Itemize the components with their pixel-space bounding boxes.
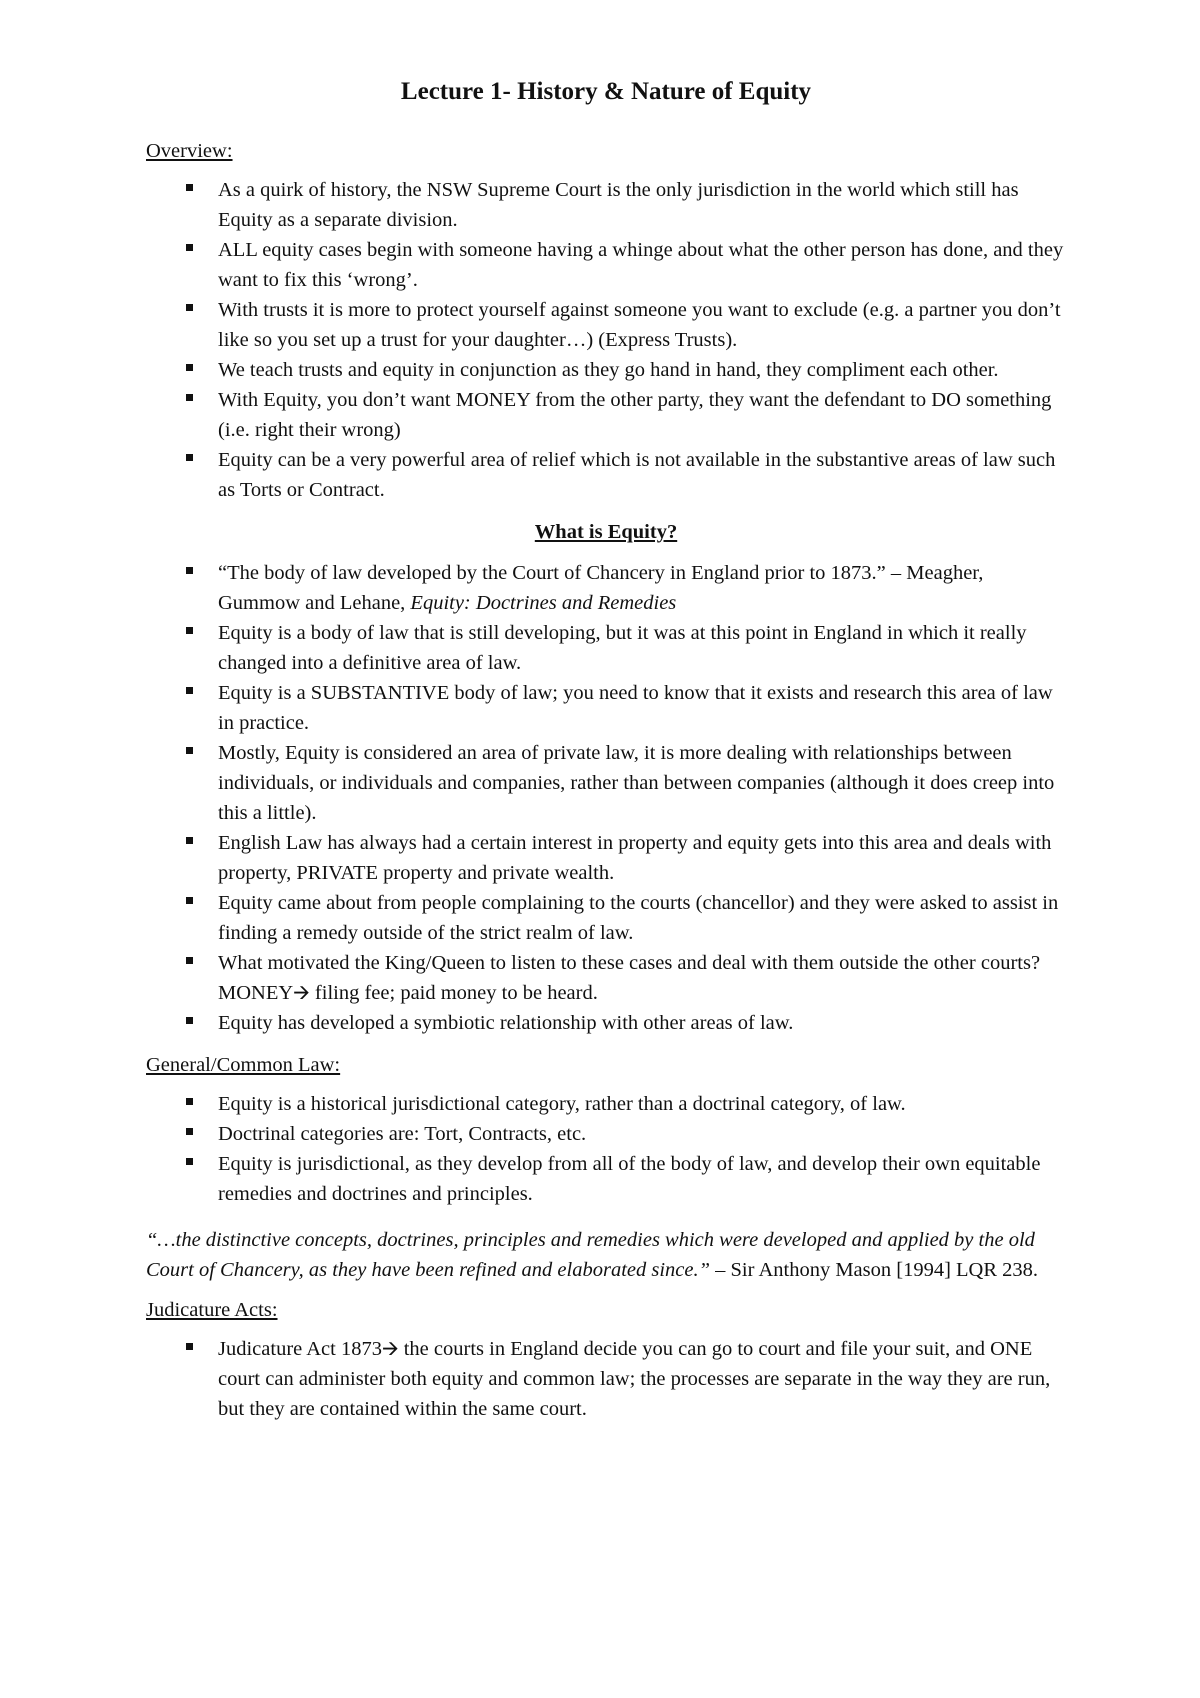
list-item: With trusts it is more to protect yourself against someone you want to exclude (e.g. a partner you don’t like so you set up a trust for your daughter…) (Express Trusts). bbox=[146, 295, 1066, 355]
bullet-icon bbox=[186, 394, 193, 401]
list-item: “The body of law developed by the Court of Chancery in England prior to 1873.” – Meagher, Gummow and Lehane, Equity: Doctrines and Remedies bbox=[146, 558, 1066, 618]
section-heading-overview: Overview: bbox=[146, 140, 233, 162]
list-item: Equity is a SUBSTANTIVE body of law; you need to know that it exists and research this area of law in practice. bbox=[146, 678, 1066, 738]
general-common-law-list bbox=[146, 1089, 1066, 1209]
list-item: English Law has always had a certain interest in property and equity gets into this area and deals with property, PRIVATE property and private wealth. bbox=[146, 828, 1066, 888]
bullet-icon bbox=[186, 1017, 193, 1024]
quote-text: “…the distinctive concepts, doctrines, principles and remedies which were developed and applied by the old Court of Chancery, as they have been refined and elaborated since.” bbox=[146, 1229, 1035, 1281]
bullet-icon bbox=[186, 567, 193, 574]
bullet-icon bbox=[186, 1128, 193, 1135]
list-item: Judicature Act 1873🡪 the courts in England decide you can go to court and file your suit, and ONE court can administer both equity and common law; the processes are separate in the way they are run, but they are contained within the same court. bbox=[146, 1334, 1066, 1424]
section-heading-general-common-law: General/Common Law: bbox=[146, 1054, 341, 1076]
list-item: What motivated the King/Queen to listen to these cases and deal with them outside the other courts? MONEY🡪 filing fee; paid money to be heard. bbox=[146, 948, 1066, 1008]
bullet-icon bbox=[186, 364, 193, 371]
list-item: Doctrinal categories are: Tort, Contracts, etc. bbox=[146, 1119, 1066, 1149]
list-item: Equity has developed a symbiotic relationship with other areas of law. bbox=[146, 1008, 1066, 1038]
bullet-icon bbox=[186, 747, 193, 754]
bullet-icon bbox=[186, 304, 193, 311]
bullet-icon bbox=[186, 184, 193, 191]
document-page bbox=[146, 72, 1066, 1440]
bullet-icon bbox=[186, 957, 193, 964]
bullet-icon bbox=[186, 244, 193, 251]
section-heading-what-is-equity: What is Equity? bbox=[534, 521, 678, 543]
judicature-acts-list bbox=[146, 1334, 1066, 1424]
section-heading-judicature-acts: Judicature Acts: bbox=[146, 1299, 278, 1321]
list-item: As a quirk of history, the NSW Supreme Court is the only jurisdiction in the world which still has Equity as a separate division. bbox=[146, 175, 1066, 235]
bullet-icon bbox=[186, 837, 193, 844]
overview-list bbox=[146, 175, 1066, 505]
list-item: ALL equity cases begin with someone having a whinge about what the other person has done, and they want to fix this ‘wrong’. bbox=[146, 235, 1066, 295]
quote-attribution: – Sir Anthony Mason [1994] LQR 238. bbox=[710, 1259, 1039, 1281]
list-item: With Equity, you don’t want MONEY from the other party, they want the defendant to DO something (i.e. right their wrong) bbox=[146, 385, 1066, 445]
what-is-equity-list bbox=[146, 558, 1066, 1038]
list-item: Equity can be a very powerful area of relief which is not available in the substantive areas of law such as Torts or Contract. bbox=[146, 445, 1066, 505]
bullet-icon bbox=[186, 1343, 193, 1350]
list-item: Mostly, Equity is considered an area of private law, it is more dealing with relationships between individuals, or individuals and companies, rather than between companies (although it does creep into this a little). bbox=[146, 738, 1066, 828]
bullet-icon bbox=[186, 454, 193, 461]
list-item: Equity came about from people complaining to the courts (chancellor) and they were asked to assist in finding a remedy outside of the strict realm of law. bbox=[146, 888, 1066, 948]
page-title: Lecture 1- History & Nature of Equity bbox=[400, 78, 812, 105]
bullet-icon bbox=[186, 627, 193, 634]
bullet-icon bbox=[186, 1098, 193, 1105]
list-item: Equity is jurisdictional, as they develop from all of the body of law, and develop their own equitable remedies and doctrines and principles. bbox=[146, 1149, 1066, 1209]
book-title: Equity: Doctrines and Remedies bbox=[410, 592, 677, 614]
bullet-icon bbox=[186, 897, 193, 904]
list-item: Equity is a body of law that is still developing, but it was at this point in England in which it really changed into a definitive area of law. bbox=[146, 618, 1066, 678]
mason-quote bbox=[146, 1225, 1066, 1285]
list-item: We teach trusts and equity in conjunction as they go hand in hand, they compliment each other. bbox=[146, 355, 1066, 385]
list-item: Equity is a historical jurisdictional category, rather than a doctrinal category, of law. bbox=[146, 1089, 1066, 1119]
bullet-icon bbox=[186, 687, 193, 694]
bullet-icon bbox=[186, 1158, 193, 1165]
